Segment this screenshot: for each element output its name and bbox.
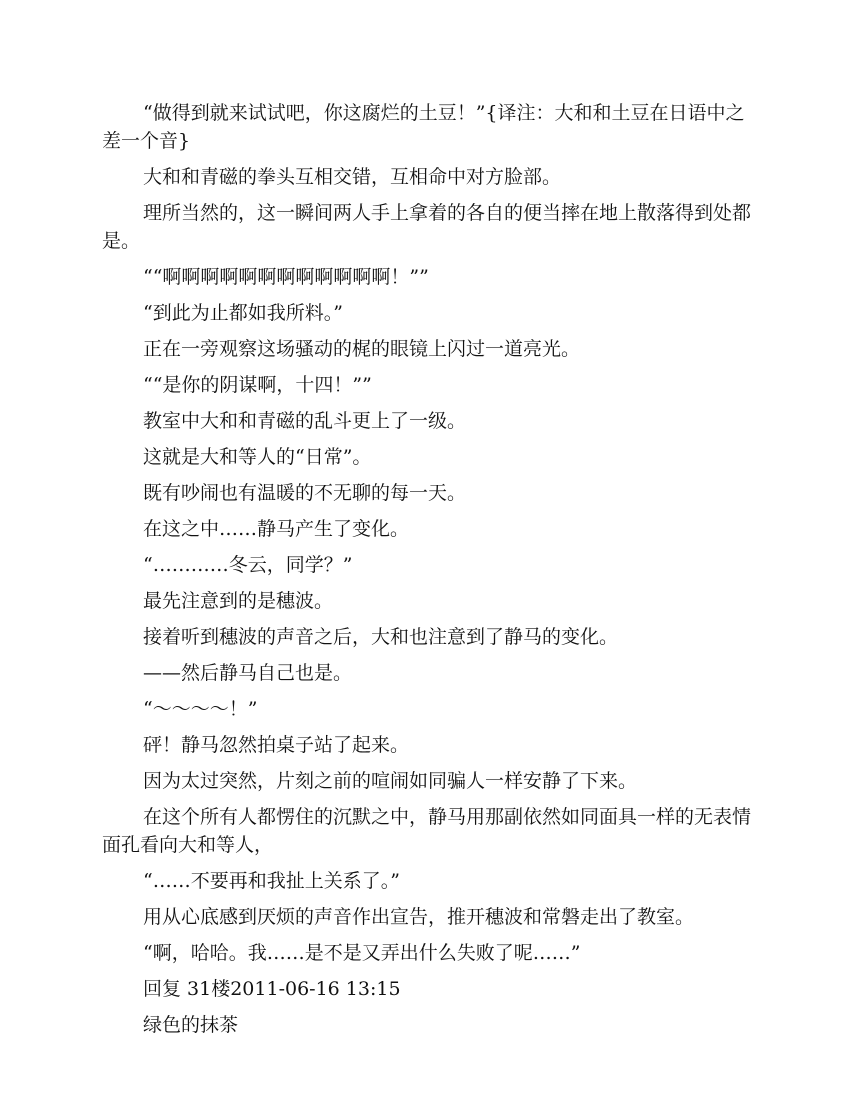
document-body — [102, 99, 752, 1047]
paragraph: “……不要再和我扯上关系了。” — [143, 870, 400, 892]
paragraph: “啊，哈哈。我……是不是又弄出什么失败了呢……” — [143, 942, 581, 964]
paragraph: 大和和青磁的拳头互相交错，互相命中对方脸部。 — [143, 166, 562, 188]
paragraph: 在这个所有人都愣住的沉默之中，静马用那副依然如同面具一样的无表情面孔看向大和等人， — [102, 806, 752, 856]
author-name: 绿色的抹茶 — [143, 1014, 239, 1036]
paragraph: 因为太过突然，片刻之前的喧闹如同骗人一样安静了下来。 — [143, 770, 638, 792]
paragraph: “做得到就来试试吧，你这腐烂的土豆！”{译注：大和和土豆在日语中之差一个音} — [102, 102, 745, 152]
paragraph: 教室中大和和青磁的乱斗更上了一级。 — [143, 410, 467, 432]
paragraph: 这就是大和等人的“日常”。 — [143, 446, 372, 468]
paragraph: 砰！静马忽然拍桌子站了起来。 — [143, 734, 410, 756]
paragraph: 正在一旁观察这场骚动的梶的眼镜上闪过一道亮光。 — [143, 338, 581, 360]
paragraph: 接着听到穗波的声音之后，大和也注意到了静马的变化。 — [143, 626, 619, 648]
paragraph: ““是你的阴谋啊，十四！”” — [143, 374, 372, 396]
paragraph: “～～～～！” — [143, 698, 258, 720]
paragraph: 在这之中……静马产生了变化。 — [143, 518, 410, 540]
paragraph: “…………冬云，同学？” — [143, 554, 353, 576]
reply-info: 回复 31楼2011-06-16 13:15 — [143, 978, 401, 1000]
paragraph: 既有吵闹也有温暖的不无聊的每一天。 — [143, 482, 467, 504]
paragraph: 用从心底感到厌烦的声音作出宣告，推开穗波和常磐走出了教室。 — [143, 906, 695, 928]
paragraph: 最先注意到的是穗波。 — [143, 590, 334, 612]
paragraph: 理所当然的，这一瞬间两人手上拿着的各自的便当摔在地上散落得到处都是。 — [102, 202, 752, 252]
paragraph: “到此为止都如我所料。” — [143, 302, 343, 324]
paragraph: ——然后静马自己也是。 — [143, 662, 353, 684]
paragraph: ““啊啊啊啊啊啊啊啊啊啊啊啊！”” — [143, 266, 429, 288]
